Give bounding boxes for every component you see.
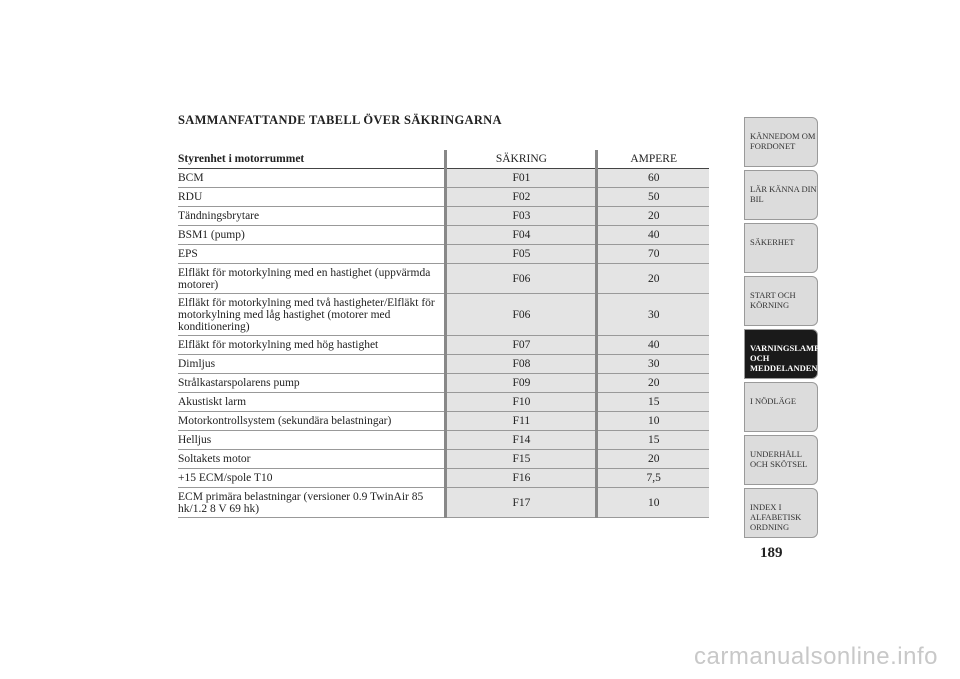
table-row xyxy=(178,245,709,264)
cell-ampere: 60 xyxy=(597,169,709,188)
cell-unit: Motorkontrollsystem (sekundära belastningar) xyxy=(178,412,446,431)
cell-fuse: F01 xyxy=(446,169,597,188)
table-row xyxy=(178,207,709,226)
cell-unit: Akustiskt larm xyxy=(178,393,446,412)
cell-fuse: F02 xyxy=(446,188,597,207)
chapter-tab[interactable]: LÄR KÄNNA DIN BIL xyxy=(744,170,818,220)
cell-ampere: 10 xyxy=(597,488,709,518)
cell-fuse: F03 xyxy=(446,207,597,226)
chapter-tab[interactable]: SÄKERHET xyxy=(744,223,818,273)
cell-fuse: F05 xyxy=(446,245,597,264)
cell-unit: BSM1 (pump) xyxy=(178,226,446,245)
chapter-tab[interactable]: INDEX I ALFABETISK ORDNING xyxy=(744,488,818,538)
cell-fuse: F06 xyxy=(446,264,597,294)
table-row xyxy=(178,431,709,450)
column-header-fuse: SÄKRING xyxy=(446,150,597,169)
table-row xyxy=(178,226,709,245)
cell-ampere: 20 xyxy=(597,207,709,226)
cell-unit: Tändningsbrytare xyxy=(178,207,446,226)
column-header-unit: Styrenhet i motorrummet xyxy=(178,150,446,169)
cell-unit: Helljus xyxy=(178,431,446,450)
cell-ampere: 30 xyxy=(597,355,709,374)
cell-fuse: F06 xyxy=(446,294,597,336)
cell-ampere: 30 xyxy=(597,294,709,336)
table-row xyxy=(178,336,709,355)
table-row xyxy=(178,264,709,294)
table-row xyxy=(178,412,709,431)
table-row xyxy=(178,355,709,374)
cell-unit: Soltakets motor xyxy=(178,450,446,469)
cell-fuse: F08 xyxy=(446,355,597,374)
cell-ampere: 40 xyxy=(597,226,709,245)
cell-ampere: 20 xyxy=(597,450,709,469)
table-row xyxy=(178,393,709,412)
cell-unit: +15 ECM/spole T10 xyxy=(178,469,446,488)
cell-fuse: F14 xyxy=(446,431,597,450)
cell-ampere: 7,5 xyxy=(597,469,709,488)
cell-ampere: 40 xyxy=(597,336,709,355)
page-title: SAMMANFATTANDE TABELL ÖVER SÄKRINGARNA xyxy=(178,113,502,127)
cell-unit: Elfläkt för motorkylning med två hastigheter/Elfläkt för motorkylning med låg hastighet (motorer med konditionering) xyxy=(178,294,446,336)
table-row xyxy=(178,374,709,393)
cell-fuse: F09 xyxy=(446,374,597,393)
table-header-row xyxy=(178,150,709,169)
chapter-tab[interactable]: VARNINGSLAMPOR OCH MEDDELANDEN xyxy=(744,329,818,379)
cell-fuse: F11 xyxy=(446,412,597,431)
cell-unit: Strålkastarspolarens pump xyxy=(178,374,446,393)
cell-fuse: F10 xyxy=(446,393,597,412)
cell-unit: Dimljus xyxy=(178,355,446,374)
cell-fuse: F16 xyxy=(446,469,597,488)
cell-unit: Elfläkt för motorkylning med en hastighet (uppvärmda motorer) xyxy=(178,264,446,294)
chapter-tab[interactable]: START OCH KÖRNING xyxy=(744,276,818,326)
chapter-tab[interactable]: KÄNNEDOM OM FORDONET xyxy=(744,117,818,167)
table-row xyxy=(178,469,709,488)
column-header-ampere: AMPERE xyxy=(597,150,709,169)
chapter-tab[interactable]: I NÖDLÄGE xyxy=(744,382,818,432)
cell-unit: RDU xyxy=(178,188,446,207)
cell-ampere: 70 xyxy=(597,245,709,264)
cell-ampere: 20 xyxy=(597,264,709,294)
cell-ampere: 15 xyxy=(597,431,709,450)
table-row xyxy=(178,188,709,207)
page-number: 189 xyxy=(760,545,783,561)
cell-fuse: F04 xyxy=(446,226,597,245)
fuse-table xyxy=(178,150,709,518)
cell-unit: BCM xyxy=(178,169,446,188)
fuse-table-body xyxy=(178,169,709,518)
watermark: carmanualsonline.info xyxy=(694,643,938,670)
cell-fuse: F15 xyxy=(446,450,597,469)
cell-fuse: F07 xyxy=(446,336,597,355)
cell-ampere: 20 xyxy=(597,374,709,393)
table-row xyxy=(178,169,709,188)
cell-fuse: F17 xyxy=(446,488,597,518)
table-row xyxy=(178,450,709,469)
table-row xyxy=(178,294,709,336)
cell-unit: EPS xyxy=(178,245,446,264)
cell-unit: Elfläkt för motorkylning med hög hastighet xyxy=(178,336,446,355)
cell-ampere: 10 xyxy=(597,412,709,431)
cell-ampere: 50 xyxy=(597,188,709,207)
cell-unit: ECM primära belastningar (versioner 0.9 TwinAir 85 hk/1.2 8 V 69 hk) xyxy=(178,488,446,518)
table-row xyxy=(178,488,709,518)
chapter-tab[interactable]: UNDERHÅLL OCH SKÖTSEL xyxy=(744,435,818,485)
cell-ampere: 15 xyxy=(597,393,709,412)
